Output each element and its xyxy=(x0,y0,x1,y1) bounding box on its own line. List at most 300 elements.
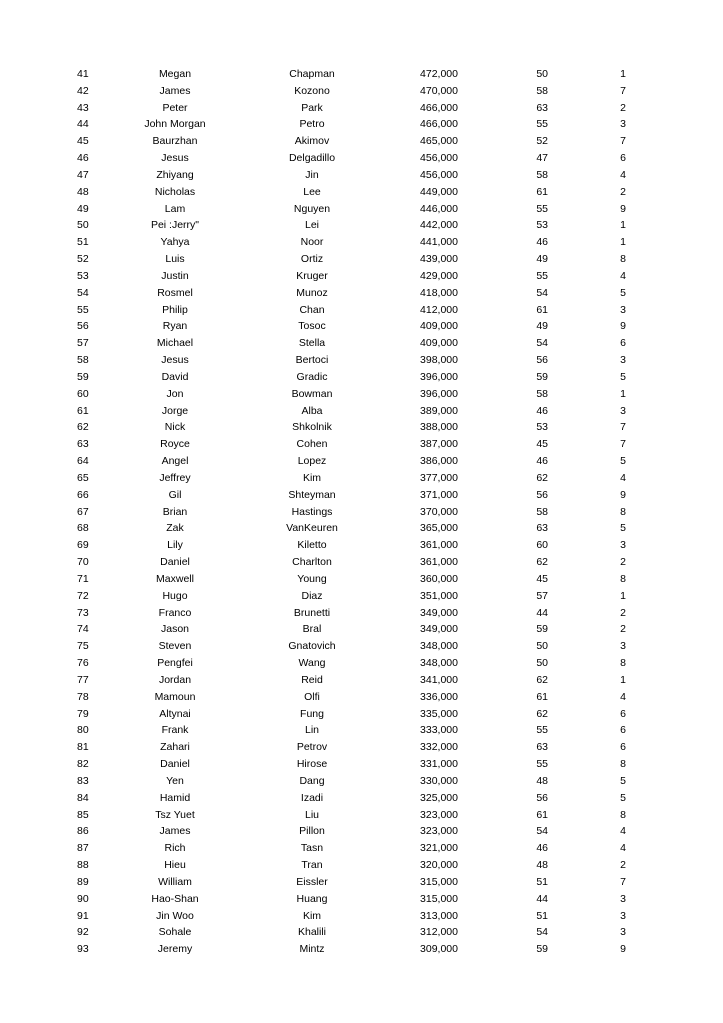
rank-cell: 80 xyxy=(77,724,89,737)
last-name-cell: Kruger xyxy=(296,269,328,282)
number-cell: 5 xyxy=(620,286,626,299)
age-cell: 47 xyxy=(536,152,548,165)
rank-cell: 65 xyxy=(77,471,89,484)
table-row xyxy=(0,268,723,285)
first-name-cell: Mamoun xyxy=(154,690,196,703)
first-name-cell: James xyxy=(159,825,191,838)
score-cell: 330,000 xyxy=(420,774,458,787)
last-name-cell: Petrov xyxy=(296,741,328,754)
table-row xyxy=(0,655,723,672)
first-name-cell: Ryan xyxy=(162,320,188,333)
last-name-cell: Bertoci xyxy=(295,354,329,367)
last-name-cell: VanKeuren xyxy=(286,522,338,535)
table-row xyxy=(0,234,723,251)
score-cell: 312,000 xyxy=(420,926,458,939)
score-cell: 396,000 xyxy=(420,387,458,400)
last-name-cell: Fung xyxy=(300,707,324,720)
score-cell: 321,000 xyxy=(420,842,458,855)
rank-cell: 52 xyxy=(77,253,89,266)
rank-cell: 59 xyxy=(77,370,89,383)
last-name-cell: Bral xyxy=(302,623,322,636)
table-row xyxy=(0,470,723,487)
rank-cell: 74 xyxy=(77,623,89,636)
number-cell: 6 xyxy=(620,337,626,350)
number-cell: 2 xyxy=(620,859,626,871)
age-cell: 56 xyxy=(536,354,548,367)
age-cell: 58 xyxy=(536,505,548,518)
rank-cell: 43 xyxy=(77,101,89,114)
score-cell: 348,000 xyxy=(420,657,458,670)
last-name-cell: Hastings xyxy=(291,505,333,518)
table-row xyxy=(0,773,723,790)
age-cell: 54 xyxy=(536,286,548,299)
first-name-cell: Pengfei xyxy=(157,657,193,670)
number-cell: 9 xyxy=(620,488,626,501)
rank-cell: 85 xyxy=(77,808,89,821)
table-row xyxy=(0,386,723,403)
first-name-cell: Angel xyxy=(161,455,189,468)
last-name-cell: Tasn xyxy=(300,842,324,855)
first-name-cell: David xyxy=(161,370,189,383)
table-row xyxy=(0,302,723,319)
rank-cell: 91 xyxy=(77,909,89,922)
last-name-cell: Kozono xyxy=(294,84,330,97)
score-cell: 389,000 xyxy=(420,404,458,417)
table-row xyxy=(0,100,723,117)
number-cell: 4 xyxy=(620,842,626,855)
score-cell: 335,000 xyxy=(420,707,458,720)
number-cell: 7 xyxy=(620,84,626,97)
last-name-cell: Alba xyxy=(301,404,323,417)
last-name-cell: Chan xyxy=(299,303,325,316)
number-cell: 5 xyxy=(620,522,626,535)
number-cell: 8 xyxy=(620,808,626,821)
rank-cell: 90 xyxy=(77,892,89,905)
table-row xyxy=(0,83,723,100)
table-row xyxy=(0,857,723,874)
age-cell: 55 xyxy=(536,758,548,771)
age-cell: 59 xyxy=(536,623,548,636)
table-row xyxy=(0,807,723,824)
rank-cell: 58 xyxy=(77,354,89,367)
age-cell: 61 xyxy=(536,690,548,703)
last-name-cell: Nguyen xyxy=(293,202,331,215)
table-row xyxy=(0,436,723,453)
rank-cell: 77 xyxy=(77,673,89,686)
score-cell: 465,000 xyxy=(420,135,458,148)
rank-cell: 48 xyxy=(77,185,89,198)
last-name-cell: Gnatovich xyxy=(288,640,336,653)
table-row xyxy=(0,908,723,925)
age-cell: 61 xyxy=(536,303,548,316)
first-name-cell: Franco xyxy=(158,606,192,619)
table-row xyxy=(0,285,723,302)
first-name-cell: Hao-Shan xyxy=(151,892,199,905)
age-cell: 49 xyxy=(536,253,548,266)
number-cell: 2 xyxy=(620,101,626,114)
last-name-cell: Charlton xyxy=(292,556,332,569)
score-cell: 365,000 xyxy=(420,522,458,535)
number-cell: 3 xyxy=(620,539,626,552)
first-name-cell: Brian xyxy=(162,505,188,518)
number-cell: 3 xyxy=(620,926,626,939)
first-name-cell: Tsz Yuet xyxy=(155,808,195,821)
age-cell: 63 xyxy=(536,522,548,535)
last-name-cell: Lopez xyxy=(297,455,327,468)
age-cell: 63 xyxy=(536,101,548,114)
first-name-cell: Zhiyang xyxy=(156,168,194,181)
table-row xyxy=(0,133,723,150)
age-cell: 61 xyxy=(536,185,548,198)
number-cell: 6 xyxy=(620,724,626,737)
score-cell: 429,000 xyxy=(420,269,458,282)
last-name-cell: Ortiz xyxy=(300,253,324,266)
number-cell: 4 xyxy=(620,825,626,838)
last-name-cell: Huang xyxy=(296,892,328,905)
age-cell: 52 xyxy=(536,135,548,148)
rank-cell: 76 xyxy=(77,657,89,670)
score-cell: 315,000 xyxy=(420,875,458,888)
rank-cell: 54 xyxy=(77,286,89,299)
number-cell: 5 xyxy=(620,455,626,468)
number-cell: 4 xyxy=(620,269,626,282)
last-name-cell: Tosoc xyxy=(298,320,326,333)
score-cell: 360,000 xyxy=(420,572,458,585)
rank-cell: 93 xyxy=(77,943,89,956)
number-cell: 4 xyxy=(620,690,626,703)
rank-cell: 72 xyxy=(77,589,89,602)
first-name-cell: William xyxy=(158,875,192,888)
score-cell: 456,000 xyxy=(420,152,458,165)
rank-cell: 68 xyxy=(77,522,89,535)
score-cell: 466,000 xyxy=(420,118,458,131)
score-cell: 446,000 xyxy=(420,202,458,215)
last-name-cell: Diaz xyxy=(301,589,323,602)
age-cell: 58 xyxy=(536,387,548,400)
number-cell: 7 xyxy=(620,438,626,451)
age-cell: 55 xyxy=(536,724,548,737)
score-cell: 341,000 xyxy=(420,673,458,686)
last-name-cell: Mintz xyxy=(299,943,325,956)
first-name-cell: Daniel xyxy=(160,556,190,569)
last-name-cell: Kim xyxy=(302,471,322,484)
last-name-cell: Gradic xyxy=(296,370,328,383)
number-cell: 8 xyxy=(620,253,626,266)
last-name-cell: Brunetti xyxy=(293,606,331,619)
age-cell: 46 xyxy=(536,404,548,417)
age-cell: 58 xyxy=(536,84,548,97)
score-cell: 370,000 xyxy=(420,505,458,518)
last-name-cell: Lee xyxy=(303,185,321,198)
first-name-cell: Zahari xyxy=(160,741,190,754)
first-name-cell: Jeremy xyxy=(157,943,193,956)
table-row xyxy=(0,924,723,941)
rank-cell: 47 xyxy=(77,168,89,181)
score-cell: 387,000 xyxy=(420,438,458,451)
age-cell: 55 xyxy=(536,202,548,215)
last-name-cell: Reid xyxy=(301,673,323,686)
first-name-cell: Philip xyxy=(162,303,188,316)
first-name-cell: Rosmel xyxy=(157,286,193,299)
table-row xyxy=(0,369,723,386)
first-name-cell: James xyxy=(159,84,191,97)
rank-cell: 61 xyxy=(77,404,89,417)
age-cell: 58 xyxy=(536,168,548,181)
last-name-cell: Akimov xyxy=(294,135,330,148)
age-cell: 50 xyxy=(536,640,548,653)
score-cell: 315,000 xyxy=(420,892,458,905)
last-name-cell: Cohen xyxy=(296,438,328,451)
rank-cell: 69 xyxy=(77,539,89,552)
number-cell: 3 xyxy=(620,118,626,131)
age-cell: 48 xyxy=(536,859,548,871)
rank-cell: 42 xyxy=(77,84,89,97)
table-row xyxy=(0,638,723,655)
last-name-cell: Young xyxy=(297,572,327,585)
table-row xyxy=(0,941,723,958)
age-cell: 55 xyxy=(536,118,548,131)
score-cell: 349,000 xyxy=(420,623,458,636)
score-cell: 332,000 xyxy=(420,741,458,754)
last-name-cell: Lin xyxy=(304,724,319,737)
table-row xyxy=(0,318,723,335)
last-name-cell: Khalili xyxy=(297,926,326,939)
number-cell: 9 xyxy=(620,320,626,333)
number-cell: 8 xyxy=(620,572,626,585)
table-row xyxy=(0,419,723,436)
table-row xyxy=(0,722,723,739)
number-cell: 3 xyxy=(620,303,626,316)
rank-cell: 81 xyxy=(77,741,89,754)
last-name-cell: Lei xyxy=(304,219,319,232)
rank-cell: 75 xyxy=(77,640,89,653)
number-cell: 3 xyxy=(620,640,626,653)
age-cell: 62 xyxy=(536,471,548,484)
last-name-cell: Dang xyxy=(299,774,325,787)
first-name-cell: Altynai xyxy=(159,707,191,720)
number-cell: 7 xyxy=(620,421,626,434)
rank-cell: 83 xyxy=(77,774,89,787)
table-row xyxy=(0,335,723,352)
rank-cell: 62 xyxy=(77,421,89,434)
last-name-cell: Munoz xyxy=(296,286,328,299)
score-cell: 348,000 xyxy=(420,640,458,653)
age-cell: 53 xyxy=(536,219,548,232)
last-name-cell: Delgadillo xyxy=(288,152,336,165)
last-name-cell: Wang xyxy=(298,657,326,670)
first-name-cell: Jeffrey xyxy=(159,471,191,484)
age-cell: 50 xyxy=(536,68,548,80)
age-cell: 45 xyxy=(536,438,548,451)
last-name-cell: Liu xyxy=(304,808,319,821)
last-name-cell: Chapman xyxy=(289,68,335,80)
number-cell: 1 xyxy=(620,236,626,249)
table-row xyxy=(0,672,723,689)
last-name-cell: Noor xyxy=(300,236,324,249)
score-cell: 409,000 xyxy=(420,337,458,350)
table-row xyxy=(0,537,723,554)
last-name-cell: Jin xyxy=(305,168,319,181)
last-name-cell: Izadi xyxy=(300,791,324,804)
table-row xyxy=(0,520,723,537)
first-name-cell: Jordan xyxy=(158,673,192,686)
rank-cell: 51 xyxy=(77,236,89,249)
first-name-cell: Hamid xyxy=(159,791,191,804)
table-row xyxy=(0,453,723,470)
number-cell: 8 xyxy=(620,657,626,670)
age-cell: 59 xyxy=(536,943,548,956)
rank-cell: 82 xyxy=(77,758,89,771)
rank-cell: 55 xyxy=(77,303,89,316)
last-name-cell: Eissler xyxy=(296,875,328,888)
number-cell: 2 xyxy=(620,623,626,636)
score-cell: 441,000 xyxy=(420,236,458,249)
number-cell: 8 xyxy=(620,758,626,771)
rank-cell: 41 xyxy=(77,68,89,80)
age-cell: 54 xyxy=(536,825,548,838)
first-name-cell: Michael xyxy=(156,337,194,350)
age-cell: 57 xyxy=(536,589,548,602)
table-row xyxy=(0,706,723,723)
age-cell: 45 xyxy=(536,572,548,585)
age-cell: 56 xyxy=(536,791,548,804)
last-name-cell: Kiletto xyxy=(297,539,327,552)
table-row xyxy=(0,201,723,218)
score-cell: 309,000 xyxy=(420,943,458,956)
number-cell: 3 xyxy=(620,354,626,367)
number-cell: 5 xyxy=(620,791,626,804)
rank-cell: 57 xyxy=(77,337,89,350)
number-cell: 8 xyxy=(620,505,626,518)
rank-cell: 56 xyxy=(77,320,89,333)
rank-cell: 45 xyxy=(77,135,89,148)
number-cell: 2 xyxy=(620,556,626,569)
score-cell: 325,000 xyxy=(420,791,458,804)
score-cell: 320,000 xyxy=(420,859,458,871)
last-name-cell: Park xyxy=(301,101,323,114)
first-name-cell: Jon xyxy=(166,387,184,400)
age-cell: 62 xyxy=(536,707,548,720)
score-cell: 470,000 xyxy=(420,84,458,97)
table-row xyxy=(0,840,723,857)
table-row xyxy=(0,150,723,167)
first-name-cell: Gil xyxy=(168,488,182,501)
rank-cell: 46 xyxy=(77,152,89,165)
score-cell: 331,000 xyxy=(420,758,458,771)
first-name-cell: Peter xyxy=(162,101,188,114)
last-name-cell: Tran xyxy=(301,859,323,871)
last-name-cell: Petro xyxy=(299,118,325,131)
rank-cell: 53 xyxy=(77,269,89,282)
number-cell: 3 xyxy=(620,404,626,417)
table-row xyxy=(0,689,723,706)
rank-cell: 84 xyxy=(77,791,89,804)
table-row xyxy=(0,217,723,234)
last-name-cell: Stella xyxy=(298,337,326,350)
rank-cell: 67 xyxy=(77,505,89,518)
rank-cell: 92 xyxy=(77,926,89,939)
number-cell: 6 xyxy=(620,707,626,720)
table-row xyxy=(0,251,723,268)
first-name-cell: Jin Woo xyxy=(156,909,194,922)
age-cell: 59 xyxy=(536,370,548,383)
score-cell: 449,000 xyxy=(420,185,458,198)
table-row xyxy=(0,504,723,521)
first-name-cell: Justin xyxy=(161,269,189,282)
age-cell: 46 xyxy=(536,455,548,468)
table-row xyxy=(0,891,723,908)
rank-cell: 50 xyxy=(77,219,89,232)
rank-cell: 64 xyxy=(77,455,89,468)
rank-cell: 73 xyxy=(77,606,89,619)
score-cell: 351,000 xyxy=(420,589,458,602)
score-cell: 439,000 xyxy=(420,253,458,266)
first-name-cell: Jesus xyxy=(161,152,189,165)
table-row xyxy=(0,403,723,420)
last-name-cell: Shteyman xyxy=(288,488,336,501)
table-row xyxy=(0,554,723,571)
table-row xyxy=(0,621,723,638)
score-cell: 409,000 xyxy=(420,320,458,333)
age-cell: 56 xyxy=(536,488,548,501)
first-name-cell: Hieu xyxy=(164,859,186,871)
score-cell: 323,000 xyxy=(420,808,458,821)
score-cell: 377,000 xyxy=(420,471,458,484)
age-cell: 46 xyxy=(536,842,548,855)
first-name-cell: Jesus xyxy=(161,354,189,367)
number-cell: 1 xyxy=(620,68,626,80)
number-cell: 3 xyxy=(620,909,626,922)
score-cell: 349,000 xyxy=(420,606,458,619)
table-row xyxy=(0,352,723,369)
rank-cell: 79 xyxy=(77,707,89,720)
number-cell: 1 xyxy=(620,219,626,232)
score-cell: 388,000 xyxy=(420,421,458,434)
score-cell: 396,000 xyxy=(420,370,458,383)
number-cell: 2 xyxy=(620,606,626,619)
table-row xyxy=(0,739,723,756)
last-name-cell: Kim xyxy=(302,909,322,922)
number-cell: 5 xyxy=(620,370,626,383)
first-name-cell: John Morgan xyxy=(144,118,206,131)
first-name-cell: Royce xyxy=(160,438,190,451)
first-name-cell: Nick xyxy=(164,421,186,434)
age-cell: 61 xyxy=(536,808,548,821)
age-cell: 46 xyxy=(536,236,548,249)
first-name-cell: Yahya xyxy=(160,236,190,249)
number-cell: 1 xyxy=(620,589,626,602)
score-cell: 371,000 xyxy=(420,488,458,501)
first-name-cell: Rich xyxy=(164,842,186,855)
age-cell: 50 xyxy=(536,657,548,670)
score-cell: 361,000 xyxy=(420,556,458,569)
rank-cell: 70 xyxy=(77,556,89,569)
table-row xyxy=(0,605,723,622)
age-cell: 54 xyxy=(536,337,548,350)
score-cell: 398,000 xyxy=(420,354,458,367)
first-name-cell: Steven xyxy=(158,640,192,653)
last-name-cell: Hirose xyxy=(296,758,328,771)
table-row xyxy=(0,66,723,83)
number-cell: 6 xyxy=(620,152,626,165)
first-name-cell: Luis xyxy=(165,253,185,266)
table-row xyxy=(0,116,723,133)
first-name-cell: Lam xyxy=(164,202,186,215)
table-row xyxy=(0,167,723,184)
number-cell: 7 xyxy=(620,875,626,888)
score-cell: 323,000 xyxy=(420,825,458,838)
age-cell: 51 xyxy=(536,909,548,922)
